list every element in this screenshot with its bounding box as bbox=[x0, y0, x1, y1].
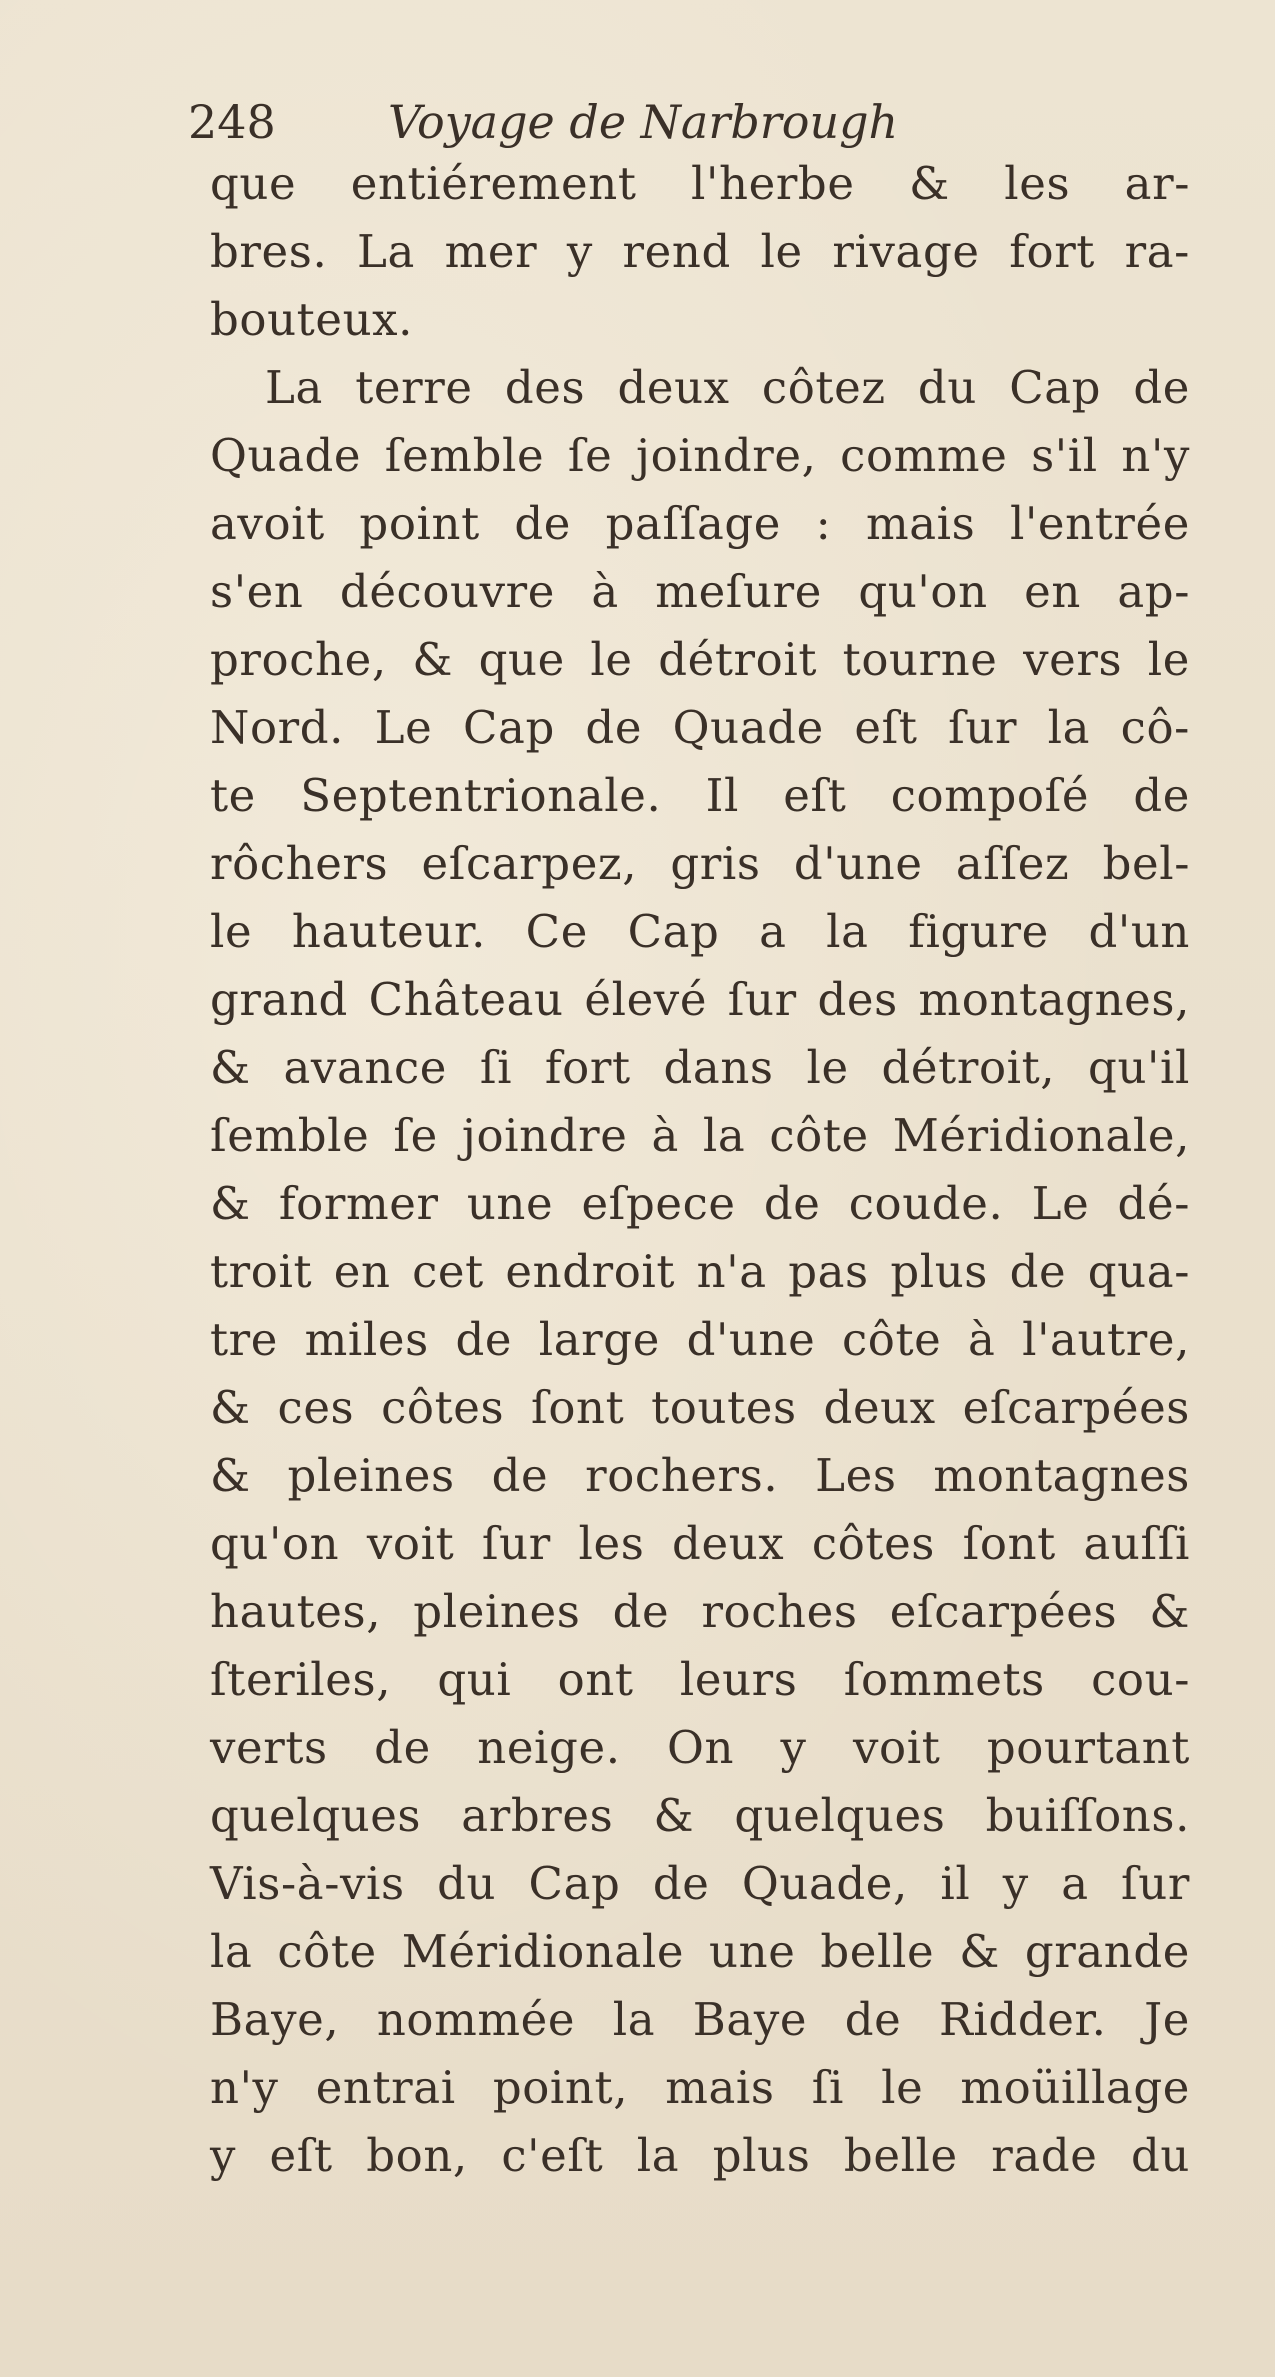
body-text bbox=[210, 150, 1190, 2190]
text-line: le hauteur. Ce Cap a la figure d'un bbox=[210, 905, 1190, 958]
text-line: y eſt bon, c'eſt la plus belle rade du bbox=[210, 2129, 1190, 2182]
text-line: que entiérement l'herbe & les ar- bbox=[210, 157, 1190, 210]
text-line: & avance ſi fort dans le détroit, qu'il bbox=[210, 1041, 1190, 1094]
text-line: la côte Méridionale une belle & grande bbox=[210, 1925, 1190, 1978]
text-line: qu'on voit ſur les deux côtes ſont auſſi bbox=[210, 1517, 1190, 1570]
text-line: Quade ſemble ſe joindre, comme s'il n'y bbox=[210, 429, 1190, 482]
text-line: te Septentrionale. Il eſt compoſé de bbox=[210, 769, 1190, 822]
text-line: quelques arbres & quelques buiſſons. bbox=[210, 1789, 1190, 1842]
text-line: troit en cet endroit n'a pas plus de qua- bbox=[210, 1245, 1190, 1298]
text-line: ſemble ſe joindre à la côte Méridionale, bbox=[210, 1109, 1190, 1162]
text-line: La terre des deux côtez du Cap de bbox=[265, 361, 1190, 414]
text-line: s'en découvre à meſure qu'on en ap- bbox=[210, 565, 1190, 618]
text-line: tre miles de large d'une côte à l'autre, bbox=[210, 1313, 1190, 1366]
text-line: ſteriles, qui ont leurs ſommets cou- bbox=[210, 1653, 1190, 1706]
text-line: verts de neige. On y voit pourtant bbox=[210, 1721, 1190, 1774]
text-line: Nord. Le Cap de Quade eſt ſur la cô- bbox=[210, 701, 1190, 754]
text-line: bres. La mer y rend le rivage fort ra- bbox=[210, 225, 1190, 278]
running-title: Voyage de Narbrough bbox=[388, 95, 899, 149]
running-head bbox=[188, 92, 1088, 152]
text-line: rôchers eſcarpez, gris d'une aſſez bel- bbox=[210, 837, 1190, 890]
text-line: hautes, pleines de roches eſcarpées & bbox=[210, 1585, 1190, 1638]
text-line: proche, & que le détroit tourne vers le bbox=[210, 633, 1190, 686]
text-line: Vis-à-vis du Cap de Quade, il y a ſur bbox=[210, 1857, 1190, 1910]
text-line: avoit point de paſſage : mais l'entrée bbox=[210, 497, 1190, 550]
text-line: & ces côtes ſont toutes deux eſcarpées bbox=[210, 1381, 1190, 1434]
text-line: Baye, nommée la Baye de Ridder. Je bbox=[210, 1993, 1190, 2046]
text-line: bouteux. bbox=[210, 293, 414, 346]
text-line: & former une eſpece de coude. Le dé- bbox=[210, 1177, 1190, 1230]
text-line: & pleines de rochers. Les montagnes bbox=[210, 1449, 1190, 1502]
text-line: grand Château élevé ſur des montagnes, bbox=[210, 973, 1190, 1026]
text-line: n'y entrai point, mais ſi le moüillage bbox=[210, 2061, 1190, 2114]
page-number: 248 bbox=[188, 95, 276, 149]
